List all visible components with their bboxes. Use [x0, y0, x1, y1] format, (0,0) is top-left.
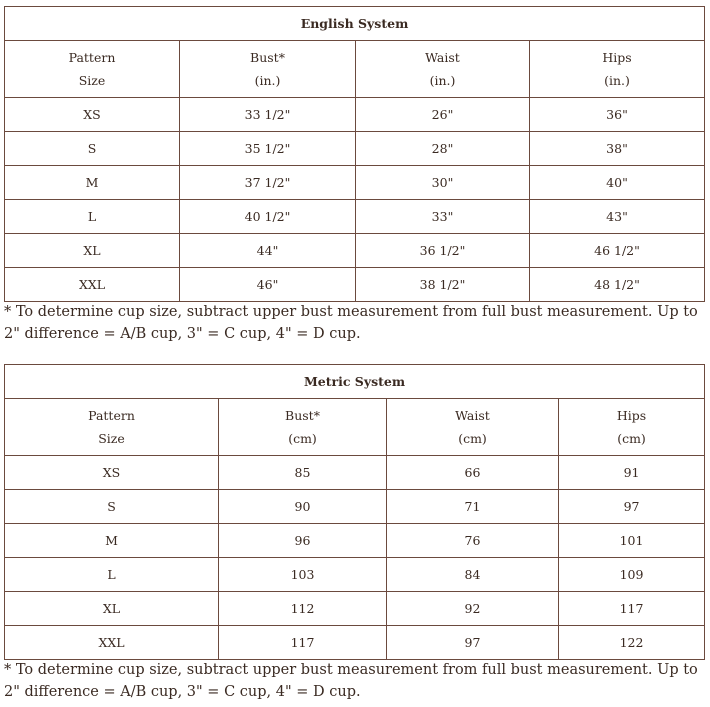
table-row	[5, 626, 705, 660]
size-cell: L	[5, 200, 180, 234]
header-bust: Bust* (in.)	[180, 41, 356, 98]
hips-cell: 36"	[530, 98, 705, 132]
size-cell: L	[5, 558, 219, 592]
table-row	[5, 558, 705, 592]
bust-cell: 103	[219, 558, 387, 592]
hips-cell: 122	[559, 626, 705, 660]
cup-size-note: * To determine cup size, subtract upper bust measurement from full bust measurement. Up to 2" difference = A/B cup, 3" = C cup, 4" = D cup.	[4, 662, 698, 700]
header-hips: Hips (cm)	[559, 399, 705, 456]
size-cell: M	[5, 524, 219, 558]
bust-cell: 46"	[180, 268, 356, 302]
bust-cell: 117	[219, 626, 387, 660]
waist-cell: 38 1/2"	[356, 268, 530, 302]
bust-cell: 112	[219, 592, 387, 626]
table-row	[5, 490, 705, 524]
size-cell: XL	[5, 234, 180, 268]
table-row	[5, 268, 705, 302]
table-title: English System	[5, 7, 705, 41]
waist-cell: 30"	[356, 166, 530, 200]
hips-cell: 101	[559, 524, 705, 558]
hips-cell: 40"	[530, 166, 705, 200]
cup-size-note: * To determine cup size, subtract upper bust measurement from full bust measurement. Up to 2" difference = A/B cup, 3" = C cup, 4" = D cup.	[4, 304, 698, 342]
hips-cell: 46 1/2"	[530, 234, 705, 268]
hips-cell: 91	[559, 456, 705, 490]
bust-cell: 35 1/2"	[180, 132, 356, 166]
hips-cell: 97	[559, 490, 705, 524]
table-row	[5, 166, 705, 200]
header-row	[5, 41, 705, 98]
table-row	[5, 524, 705, 558]
header-waist: Waist (in.)	[356, 41, 530, 98]
bust-cell: 90	[219, 490, 387, 524]
bust-cell: 37 1/2"	[180, 166, 356, 200]
metric-size-table	[4, 364, 705, 660]
size-cell: XXL	[5, 626, 219, 660]
size-cell: M	[5, 166, 180, 200]
bust-cell: 96	[219, 524, 387, 558]
hips-cell: 38"	[530, 132, 705, 166]
header-pattern-size: Pattern Size	[5, 399, 219, 456]
size-cell: S	[5, 132, 180, 166]
size-cell: S	[5, 490, 219, 524]
waist-cell: 92	[387, 592, 559, 626]
table-row	[5, 98, 705, 132]
header-row	[5, 399, 705, 456]
waist-cell: 26"	[356, 98, 530, 132]
size-cell: XS	[5, 456, 219, 490]
size-cell: XXL	[5, 268, 180, 302]
hips-cell: 117	[559, 592, 705, 626]
header-waist: Waist (cm)	[387, 399, 559, 456]
waist-cell: 66	[387, 456, 559, 490]
waist-cell: 76	[387, 524, 559, 558]
header-bust: Bust* (cm)	[219, 399, 387, 456]
bust-cell: 44"	[180, 234, 356, 268]
table-title: Metric System	[5, 365, 705, 399]
size-cell: XL	[5, 592, 219, 626]
waist-cell: 71	[387, 490, 559, 524]
bust-cell: 33 1/2"	[180, 98, 356, 132]
table-row	[5, 132, 705, 166]
bust-cell: 85	[219, 456, 387, 490]
waist-cell: 33"	[356, 200, 530, 234]
waist-cell: 97	[387, 626, 559, 660]
size-cell: XS	[5, 98, 180, 132]
english-size-table	[4, 6, 705, 302]
table-row	[5, 200, 705, 234]
table-row	[5, 592, 705, 626]
waist-cell: 36 1/2"	[356, 234, 530, 268]
waist-cell: 84	[387, 558, 559, 592]
hips-cell: 109	[559, 558, 705, 592]
waist-cell: 28"	[356, 132, 530, 166]
header-pattern-size: Pattern Size	[5, 41, 180, 98]
hips-cell: 48 1/2"	[530, 268, 705, 302]
bust-cell: 40 1/2"	[180, 200, 356, 234]
table-row	[5, 234, 705, 268]
hips-cell: 43"	[530, 200, 705, 234]
header-hips: Hips (in.)	[530, 41, 705, 98]
table-row	[5, 456, 705, 490]
